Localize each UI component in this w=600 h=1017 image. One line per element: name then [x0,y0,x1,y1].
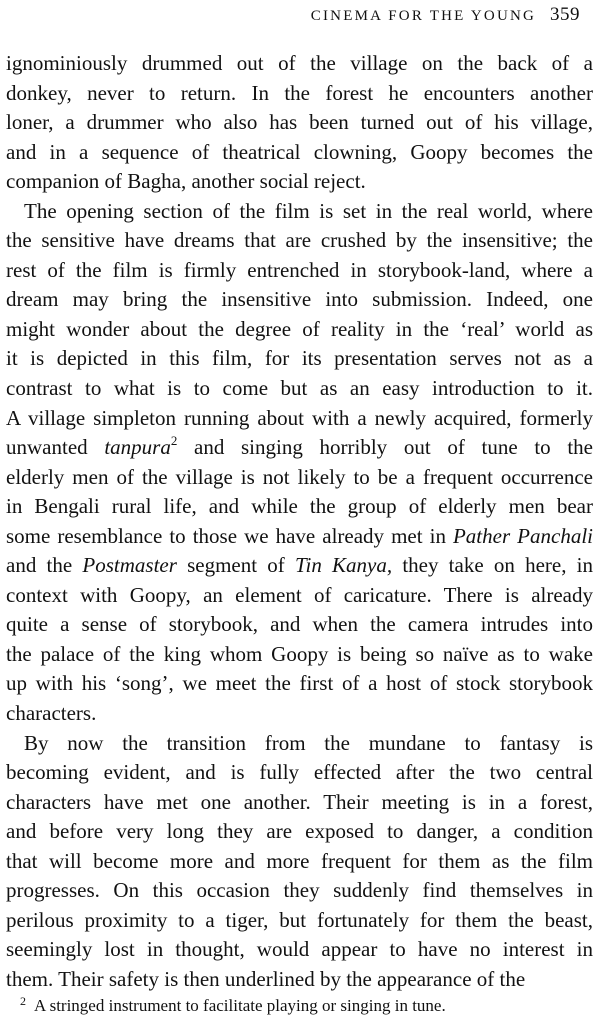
text-segment: and before very long they are exposed to danger, a condition [6,819,593,844]
text-segment: and singing horribly out of tune to the [177,435,593,460]
text-segment: loner, a drummer who also has been turned out of his village, [6,110,593,135]
text-segment: and the [6,553,83,578]
text-line [6,729,593,759]
text-segment: they take on here, in [392,553,593,578]
text-line [6,344,593,374]
text-line [6,581,593,611]
text-line [6,256,593,286]
text-segment: ignominiously drummed out of the village on the back of a [6,51,593,75]
page-number: 359 [550,4,580,25]
text-segment: rest of the film is firmly entrenched in storybook-land, where a [6,257,593,282]
text-line [6,138,593,168]
footnote [20,990,590,1017]
text-segment: seemingly lost in thought, would appear to have no interest in [6,937,593,962]
text-line [6,551,593,581]
running-head [311,4,580,26]
text-segment: elderly men of the village is not likely to be a frequent occurrence [6,464,593,489]
text-segment: donkey, never to return. In the forest he encounters another [6,80,593,105]
text-line [6,49,593,79]
text-segment: contrast to what is to come but as an easy introduction to it. [6,376,593,401]
text-segment: the sensitive have dreams that are crushed by the insensitive; the [6,228,593,253]
text-segment: some resemblance to those we have already met in [6,523,453,548]
footnote-reference: 2 [170,433,178,449]
text-segment: progresses. On this occasion they suddenly find themselves in [6,878,593,903]
text-segment: By now the transition from the mundane to fantasy is [24,730,593,755]
text-segment: dream may bring the insensitive into submission. Indeed, one [6,287,593,312]
text-line [6,197,593,227]
text-line [6,758,593,788]
text-segment: A village simpleton running about with a newly acquired, formerly [6,405,593,430]
text-segment: segment of [176,553,295,578]
text-segment: the palace of the king whom Goopy is being so naïve as to wake [6,641,593,666]
text-segment: might wonder about the degree of reality in the ‘real’ world as [6,316,593,341]
text-line [6,463,593,493]
italic-text: tanpura [104,435,171,460]
text-segment: characters. [6,701,97,726]
body-text [6,49,593,995]
text-line [6,669,593,699]
text-segment: perilous proximity to a tiger, but fortunately for them the beast, [6,907,593,932]
text-line [6,108,593,138]
text-line [6,906,593,936]
text-segment: up with his ‘song’, we meet the first of a host of stock storybook [6,671,593,696]
italic-text: Postmaster [82,553,177,578]
text-line [6,226,593,256]
footnote-text: A stringed instrument to facilitate playing or singing in tune. [34,996,446,1015]
text-segment: characters have met one another. Their meeting is in a forest, [6,789,593,814]
text-segment: becoming evident, and is fully effected after the two central [6,760,593,785]
text-line [6,433,593,463]
text-line [6,699,593,729]
text-segment: context with Goopy, an element of caricature. There is already [6,582,593,607]
text-line [6,404,593,434]
footnote-marker: 2 [20,994,26,1008]
text-line [6,315,593,345]
text-line [6,876,593,906]
text-line [6,640,593,670]
text-line [6,79,593,109]
text-line [6,285,593,315]
italic-text: Tin Kanya, [294,553,393,578]
text-segment: companion of Bagha, another social reject. [6,169,366,194]
text-segment: and in a sequence of theatrical clowning, Goopy becomes the [6,139,593,164]
italic-text: Pather Panchali [452,523,593,548]
text-segment: in Bengali rural life, and while the group of elderly men bear [6,494,593,519]
text-line [6,492,593,522]
text-line [6,847,593,877]
text-segment: it is depicted in this film, for its presentation serves not as a [6,346,593,371]
text-line [6,935,593,965]
text-line [6,610,593,640]
text-line [6,817,593,847]
text-line [6,788,593,818]
text-segment: quite a sense of storybook, and when the camera intrudes into [6,612,593,637]
text-segment: that will become more and more frequent for them as the film [6,848,593,873]
running-head-title: CINEMA FOR THE YOUNG [310,8,537,24]
text-segment: The opening section of the film is set in the real world, where [24,198,593,223]
text-segment: them. Their safety is then underlined by the appearance of the [6,966,526,991]
text-line [6,167,593,197]
text-segment: unwanted [6,435,105,460]
text-line [6,522,593,552]
text-line [6,374,593,404]
